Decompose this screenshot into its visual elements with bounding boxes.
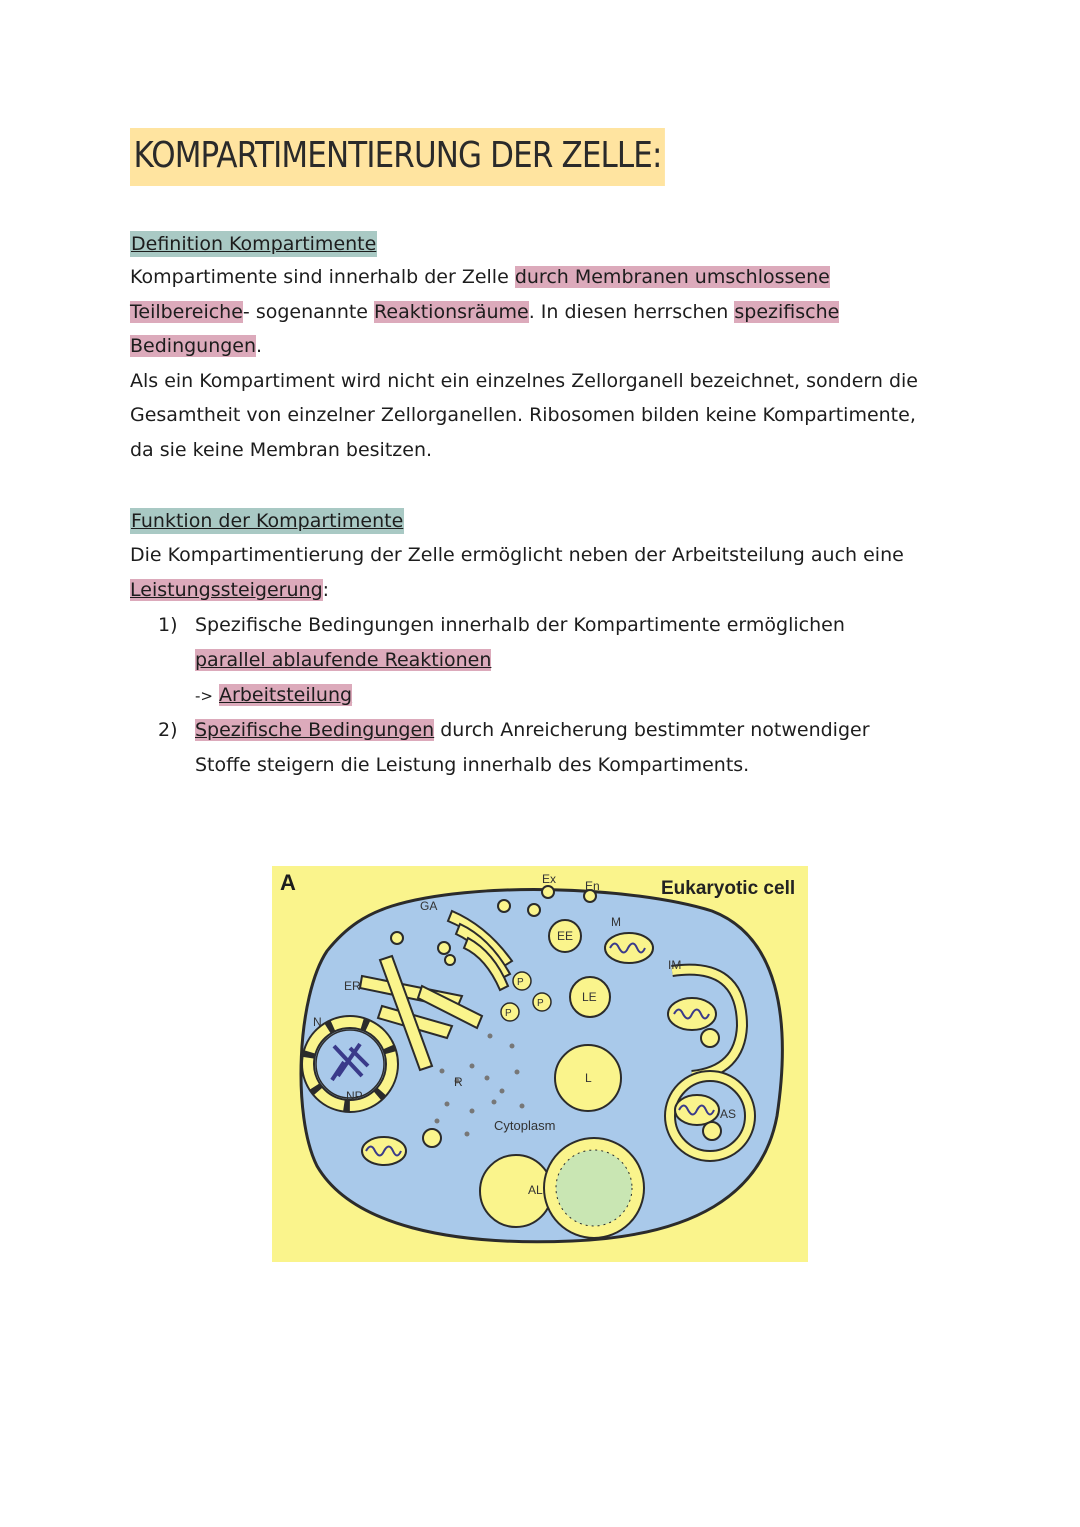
label-np: NP [346, 1089, 363, 1103]
eukaryotic-cell-figure [272, 866, 808, 1262]
label-p1: P [517, 977, 524, 988]
function-paragraph [130, 538, 960, 607]
label-ga: GA [420, 899, 438, 913]
label-cytoplasm: Cytoplasm [494, 1118, 556, 1133]
highlight-text: Reaktionsräume [374, 300, 529, 323]
cell-diagram [272, 866, 808, 1262]
list-item-1-line2 [195, 643, 491, 678]
highlight-text: Leistungssteigerung [130, 578, 323, 601]
text-line: da sie keine Membran besitzen. [130, 438, 433, 461]
label-le: LE [582, 990, 597, 1004]
label-n: N [313, 1015, 322, 1029]
text-line: Gesamtheit von einzelner Zellorganellen. Ribosomen bilden keine Kompartimente, [130, 404, 916, 427]
list-item-1-line1: Spezifische Bedingungen innerhalb der Kompartimente ermöglichen [195, 614, 845, 636]
highlight-text: Arbeitsteilung [219, 684, 353, 706]
label-er: ER [344, 979, 361, 993]
label-im: IM [668, 958, 682, 972]
label-ex: Ex [542, 872, 557, 886]
highlight-text: Spezifische Bedingungen [195, 719, 435, 741]
list-item-2-line2: Stoffe steigern die Leistung innerhalb des Kompartiments. [195, 754, 750, 776]
text: . [256, 335, 263, 358]
label-p2: P [537, 998, 544, 1009]
heading-definition: Definition Kompartimente [131, 233, 377, 255]
label-l: L [585, 1071, 592, 1085]
figure-title: Eukaryotic cell [661, 878, 796, 899]
highlight-text: parallel ablaufende Reaktionen [195, 649, 492, 671]
highlight-text: durch Membranen umschlossene [514, 266, 830, 288]
text: Kompartimente sind innerhalb der Zelle [130, 266, 515, 288]
text-line: Die Kompartimentierung der Zelle ermöglicht neben der Arbeitsteilung auch eine [130, 544, 904, 566]
label-p3: P [505, 1008, 512, 1019]
text: : [322, 578, 330, 601]
list-number-1: 1) [158, 614, 178, 636]
exocytosis-vesicle [542, 886, 554, 898]
label-ee: EE [557, 929, 574, 943]
highlight-text: Bedingungen [130, 335, 257, 358]
figure-letter: A [280, 870, 296, 895]
highlight-text: Teilbereiche [130, 300, 243, 323]
heading-function: Funktion der Kompartimente [131, 510, 404, 532]
page-title: KOMPARTIMENTIERUNG DER ZELLE: [130, 128, 665, 186]
highlight-text: spezifische [734, 300, 840, 323]
label-en: En [585, 879, 600, 893]
label-r: R [454, 1075, 463, 1089]
label-m: M [611, 915, 621, 929]
list-number-2: 2) [158, 719, 178, 741]
definition-paragraph [130, 260, 960, 468]
text: . In diesen herrschen [528, 300, 735, 323]
arrow: -> [195, 687, 213, 705]
label-al: AL [528, 1183, 543, 1197]
text: durch Anreicherung bestimmter notwendiger [434, 719, 870, 741]
text-line: Als ein Kompartiment wird nicht ein einzelnes Zellorganell bezeichnet, sondern die [130, 369, 918, 392]
label-as: AS [720, 1107, 737, 1121]
list-item-2-line1 [195, 713, 870, 748]
list-item-1-line3 [195, 678, 352, 714]
text: - sogenannte [242, 300, 375, 323]
